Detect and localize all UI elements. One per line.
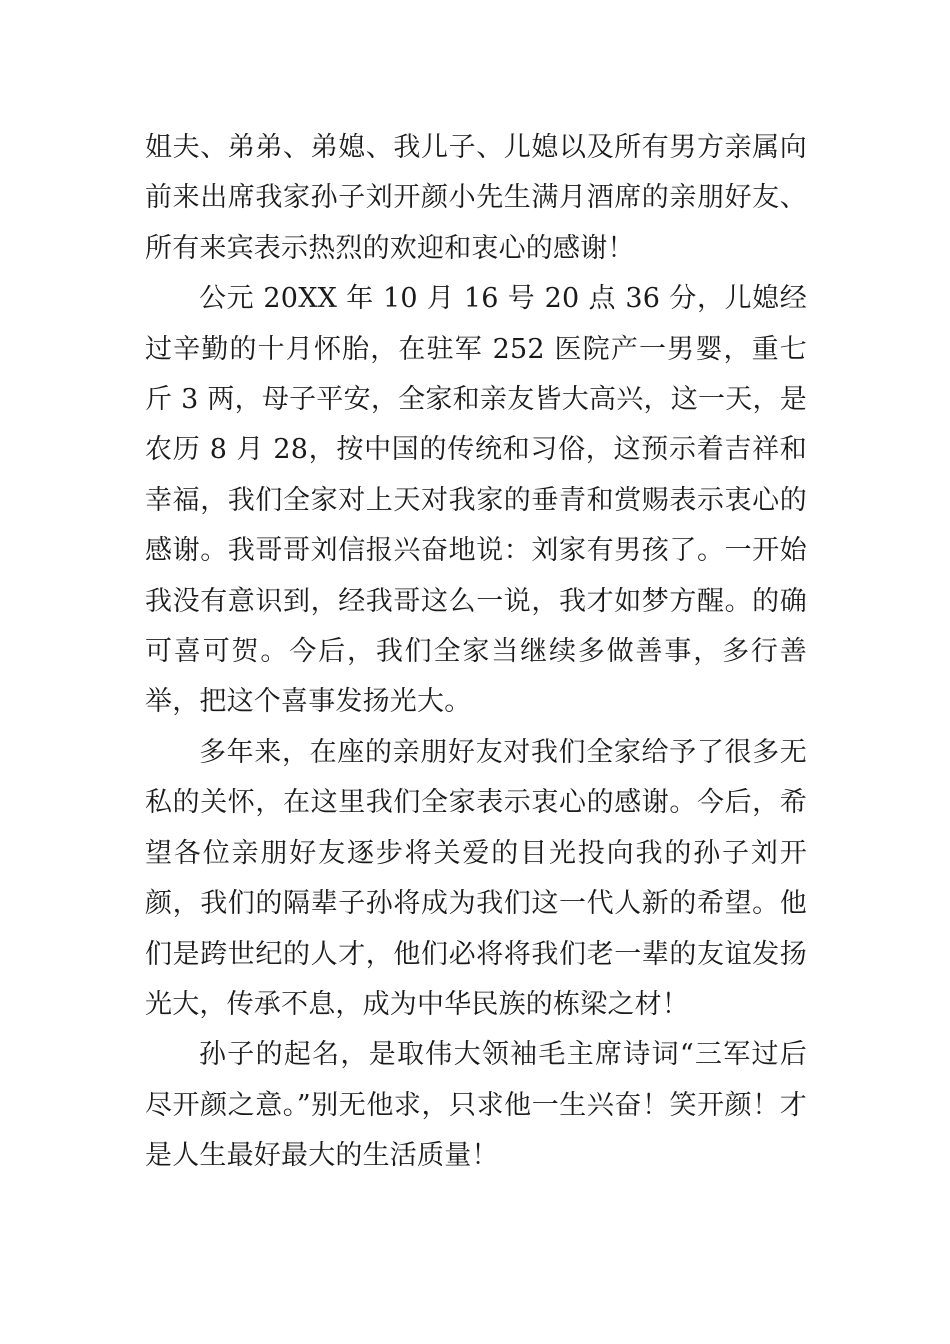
paragraph-thanks: 多年来，在座的亲朋好友对我们全家给予了很多无私的关怀，在这里我们全家表示衷心的感谢。今后，希望各位亲朋好友逐步将关爱的目光投向我的孙子刘开颜，我们的隔辈子孙将成为我们这一代人新的希望。他们是跨世纪的人才，他们必将将我们老一辈的友谊发扬光大，传承不息，成为中华民族的栋梁之材！ <box>145 736 807 1020</box>
paragraph-continuation: 姐夫、弟弟、弟媳、我儿子、儿媳以及所有男方亲属向前来出席我家孙子刘开颜小先生满月酒席的亲朋好友、所有来宾表示热烈的欢迎和衷心的感谢！ <box>145 132 807 264</box>
paragraph-birth: 公元 20XX 年 10 月 16 号 20 点 36 分，儿媳经过辛勤的十月怀胎，在驻军 252 医院产一男婴，重七斤 3 两，母子平安，全家和亲友皆大高兴，这一天，是农历 8 月 28，按中国的传统和习俗，这预示着吉祥和幸福，我们全家对上天对我家的垂青和赏赐表示衷心的感谢。我哥哥刘信报兴奋地说：刘家有男孩了。一开始我没有意识到，经我哥这么一说，我才如梦方醒。的确可喜可贺。今后，我们全家当继续多做善事，多行善举，把这个喜事发扬光大。 <box>145 283 807 718</box>
paragraph-naming: 孙子的起名，是取伟大领袖毛主席诗词“三军过后尽开颜之意。”别无他求，只求他一生兴奋！笑开颜！才是人生最好最大的生活质量！ <box>145 1039 807 1172</box>
document-body <box>145 123 807 1182</box>
